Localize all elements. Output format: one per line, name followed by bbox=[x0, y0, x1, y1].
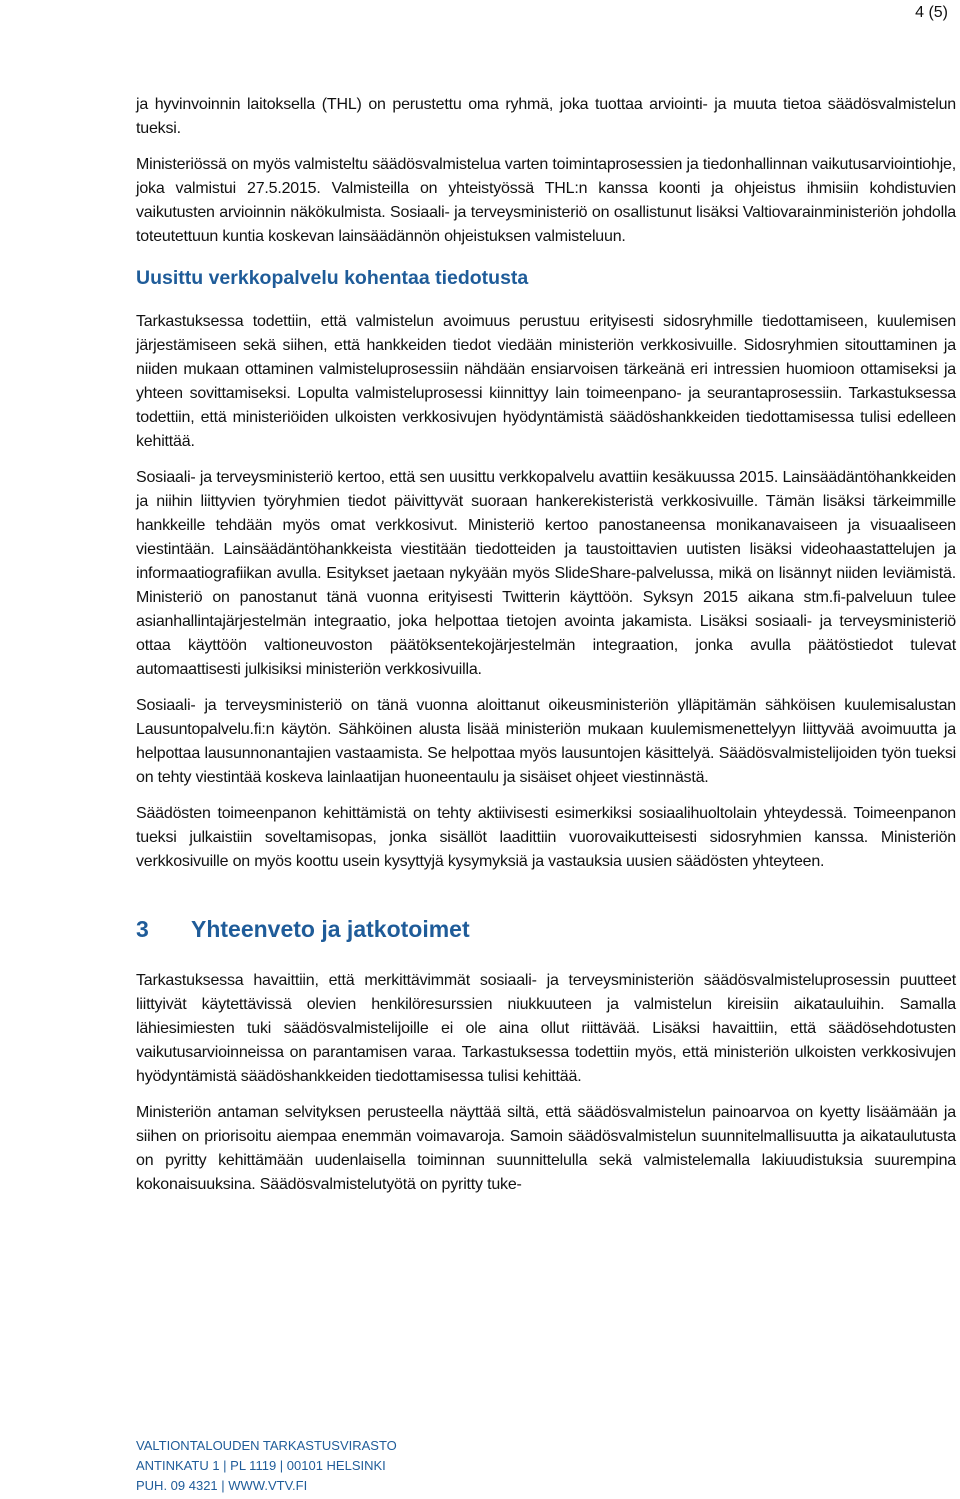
footer-contact: PUH. 09 4321 | WWW.VTV.FI bbox=[136, 1478, 308, 1493]
section-heading: Uusittu verkkopalvelu kohentaa tiedotusta bbox=[136, 267, 529, 289]
paragraph: Sosiaali- ja terveysministeriö kertoo, että sen uusittu verkkopalvelu avattiin kesäkuussa 2015. Lainsäädäntöhankkeiden ja niihin liittyvien työryhmien tiedot päivittyvät suoraan hankerekisteristä verkkosivuille. Tämän lisäksi tärkeimmille hankkeille tehdään myös omat verkkosivut. Ministeriö kertoo panostaneensa monikanavaiseen ja visuaaliseen viestintään. Lainsäädäntöhankkeista viestitään tiedotteiden ja taustoittavien uutisten lisäksi videohaastattelujen ja informaatiografiikan avulla. Esitykset jaetaan nykyään myös SlideShare-palvelussa, mikä on lisännyt niiden leviämistä. Ministeriö on panostanut tänä vuonna erityisesti Twitterin käyttöön. Syksyn 2015 aikana stm.fi-palveluun tulee asianhallintajärjestelmän integraatio, joka helpottaa tietojen avointa jakamista. Lisäksi sosiaali- ja terveysministeriö ottaa käyttöön valtioneuvoston päätöksentekojärjestelmän integraation, jonka avulla päätöstiedot tulevat automaattisesti julkisiksi ministeriön verkkosivuilla. bbox=[136, 469, 956, 678]
paragraph: Tarkastuksessa havaittiin, että merkittävimmät sosiaali- ja terveysministeriön säädösvalmisteluprosessin puutteet liittyivät käytettävissä olevien henkilöresurssien niukkuuteen ja valmistelun kireisiin aikatauluihin. Samalla lähiesimiesten tuki säädösvalmistelijoille ei ole aina ollut riittävää. Lisäksi havaittiin, että säädösehdotusten vaikutusarvioinneissa on parantamisen varaa. Tarkastuksessa todettiin myös, että ministeriön ulkoisten verkkosivujen hyödyntämistä säädöshankkeiden tiedottamisessa tulisi kehittää. bbox=[136, 972, 956, 1085]
paragraph: Säädösten toimeenpanon kehittämistä on tehty aktiivisesti esimerkiksi sosiaalihuoltolain yhteydessä. Toimeenpanon tueksi julkaistiin soveltamisopas, jonka sisällöt laadittiin vuorovaikutteisesti sidosryhmien kanssa. Ministeriön verkkosivuille on myös koottu usein kysyttyjä kysymyksiä ja vastauksia uusien säädösten yhteyteen. bbox=[136, 805, 956, 870]
paragraph: Sosiaali- ja terveysministeriö on tänä vuonna aloittanut oikeusministeriön ylläpitämän sähköisen kuulemisalustan Lausuntopalvelu.fi:n käytön. Sähköinen alusta lisää ministeriön mukaan kuulemismenettelyyn liittyvää avoimuutta ja helpottaa lausunnonantajien vastaamista. Se helpottaa myös lausuntojen käsittelyä. Säädösvalmistelijoiden työn tueksi on tehty viestintää koskeva lainlaatijan huoneentaulu ja sisäiset ohjeet viestinnästä. bbox=[136, 697, 956, 786]
paragraph: ja hyvinvoinnin laitoksella (THL) on perustettu oma ryhmä, joka tuottaa arviointi- ja muuta tietoa säädösvalmistelun tueksi. bbox=[136, 96, 956, 137]
paragraph: Tarkastuksessa todettiin, että valmistelun avoimuus perustuu erityisesti sidosryhmille tiedottamiseen, kuulemisen järjestämiseen sekä siihen, että hankkeiden tiedot viedään ministeriön verkkosivuille. Sidosryhmien sitouttaminen ja niiden mukaan ottaminen valmisteluprosessiin nähdään ensiarvoisen tärkeänä eri intressien huomioon ottamiseksi ja yhteen sovittamiseksi. Lopulta valmisteluprosessi kiinnittyy lain toimeenpano- ja seurantaprosessiin. Tarkastuksessa todettiin, että ministeriöiden ulkoisten verkkosivujen hyödyntämistä säädöshankkeiden tiedottamisessa tulisi edelleen kehittää. bbox=[136, 313, 956, 450]
chapter-heading bbox=[136, 916, 956, 943]
chapter-title: Yhteenveto ja jatkotoimet bbox=[191, 916, 470, 942]
footer-address: ANTINKATU 1 | PL 1119 | 00101 HELSINKI bbox=[136, 1458, 386, 1473]
page-number: 4 (5) bbox=[915, 4, 948, 21]
footer-org: VALTIONTALOUDEN TARKASTUSVIRASTO bbox=[136, 1438, 397, 1453]
chapter-number: 3 bbox=[136, 916, 149, 942]
paragraph: Ministeriössä on myös valmisteltu säädösvalmistelua varten toimintaprosessien ja tiedonhallinnan vaikutusarviointiohje, joka valmistui 27.5.2015. Valmisteilla on yhteistyössä THL:n kanssa koonti ja ohjeistus ihmisiin kohdistuvien vaikutusten arvioinnin näkökulmista. Sosiaali- ja terveysministeriö on osallistunut lisäksi Valtiovarainministeriön johdolla toteutettuun kuntia koskevan lainsäädännön ohjeistuksen valmisteluun. bbox=[136, 156, 956, 245]
paragraph: Ministeriön antaman selvityksen perusteella näyttää siltä, että säädösvalmistelun painoarvoa on kyetty lisäämään ja siihen on priorisoitu aiempaa enemmän voimavaroja. Samoin säädösvalmistelun suunnitelmallisuutta ja aikataulutusta on pyritty kehittämään uudenlaisella toiminnan suunnittelulla sekä valmistelemalla lakiuudistuksia suurempina kokonaisuuksina. Säädösvalmistelutyötä on pyritty tuke- bbox=[136, 1104, 956, 1193]
document-body bbox=[136, 93, 956, 1197]
page-footer bbox=[136, 1436, 397, 1496]
